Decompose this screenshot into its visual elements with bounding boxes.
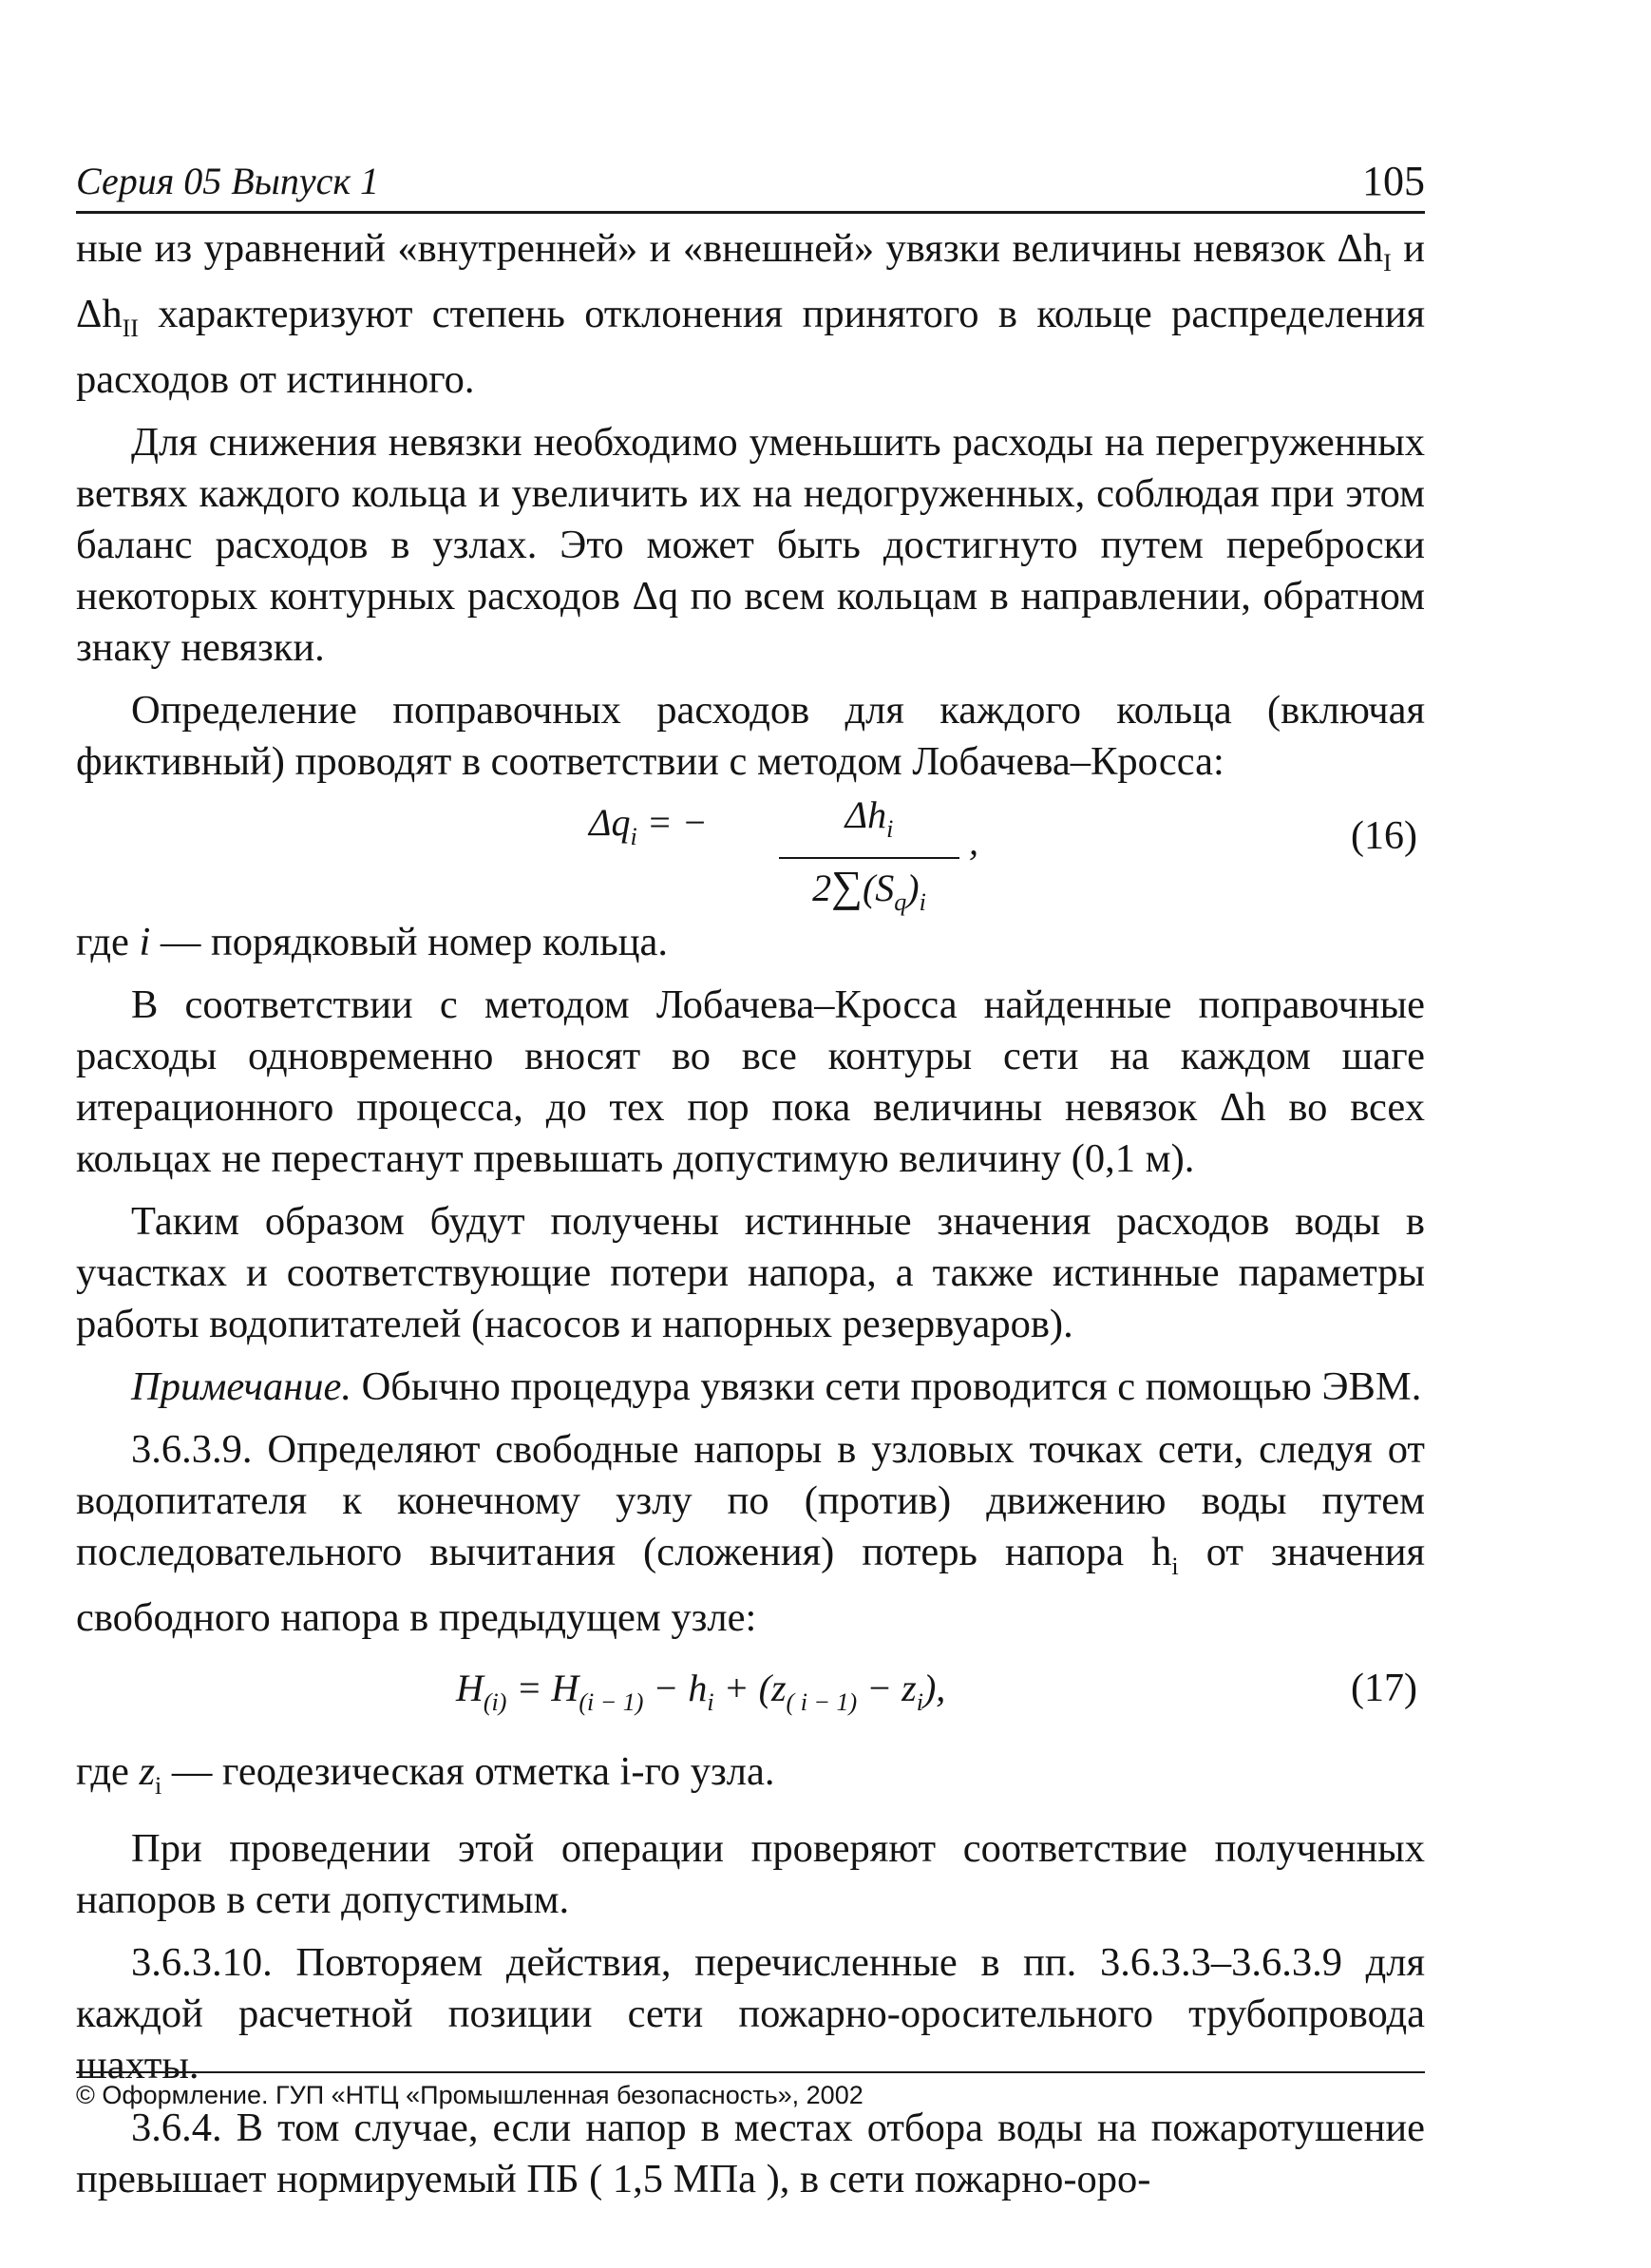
paragraph-5: В соответствии с методом Лобачева–Кросса найденные поправочные расходы одновременно вносят во все контуры сети на каждом шаге итерационного процесса, до тех пор пока величины невязок Δh во всех кольцах не перестанут превышать допустимую величину (0,1 м). [76,982,1425,1181]
paragraph-1: ные из уравнений «внутренней» и «внешней» увязки величины невязок $\Delta h_I$ и $\Delta h_{II}$ характеризуют степень отклонения принятого в кольце распределения расходов от истинного. [76,226,1425,402]
paragraph-3: Определение поправочных расходов для каждого кольца (включая фиктивный) проводят в соответствии с методом Лобачева–Кросса: [76,688,1425,784]
paragraph-10: При проведении этой операции проверяют соответствие полученных напоров в сети допустимым. [76,1826,1425,1922]
copyright-footer: © Оформление. ГУП «НТЦ «Промышленная безопасность», 2002 [76,2071,1425,2110]
formula-17-label: (17) [1351,1667,1417,1710]
paragraph-9: где $z_i$ — геодезическая отметка i-го узла. [76,1749,775,1800]
formula-16: $\Delta q_i$ = − $\Delta h_i$ $2\sum(S_q)_i$ , (16) [76,797,1425,911]
series-title: Серия 05 Выпуск 1 [76,160,380,202]
paragraph-4: где i — порядковый номер кольца. [76,920,668,964]
paragraph-12: 3.6.4. В том случае, если напор в местах отбора воды на пожаротушение превышает нормируемый ПБ ( 1,5 МПа ), в сети пожарно-оро- [76,2106,1425,2201]
formula-16-label: (16) [1351,814,1417,858]
formula-17-expression: $H_{(i)} = H_{(i - 1)} - h_i + (z_{( i - 1)} - z_i)$, [456,1667,946,1716]
paragraph-6: Таким образом будут получены истинные значения расходов воды в участках и соответствующие потери напора, а также истинные параметры работы водопитателей (насосов и напорных резервуаров). [76,1199,1425,1346]
running-header [76,143,1425,214]
paragraph-2: Для снижения невязки необходимо уменьшить расходы на перегруженных ветвях каждого кольца и увеличить их на недогруженных, соблюдая при этом баланс расходов в узлах. Это может быть достигнуто путем переброски некоторых контурных расходов Δq по всем кольцам в направлении, обратном знаку невязки. [76,420,1425,670]
paragraph-8: 3.6.3.9. Определяют свободные напоры в узловых точках сети, следуя от водопитателя к конечному узлу по (против) движению воды путем последовательного вычитания (сложения) потерь напора $h_i$ от значения свободного напора в предыдущем узле: [76,1427,1425,1640]
document-page [76,143,1425,2217]
note-label: Примечание. [131,1364,351,1409]
formula-16-expression: $\Delta q_i$ = − [589,801,708,850]
paragraph-11: 3.6.3.10. Повторяем действия, перечисленные в пп. 3.6.3.3–3.6.3.9 для каждой расчетной позиции сети пожарно-оросительного трубопровода шахты. [76,1940,1425,2087]
formula-17 [76,1653,1425,1739]
body-text [76,223,1425,2205]
paragraph-7-note: Примечание. Обычно процедура увязки сети проводится с помощью ЭВМ. [131,1364,1422,1409]
page-number: 105 [1362,158,1425,204]
